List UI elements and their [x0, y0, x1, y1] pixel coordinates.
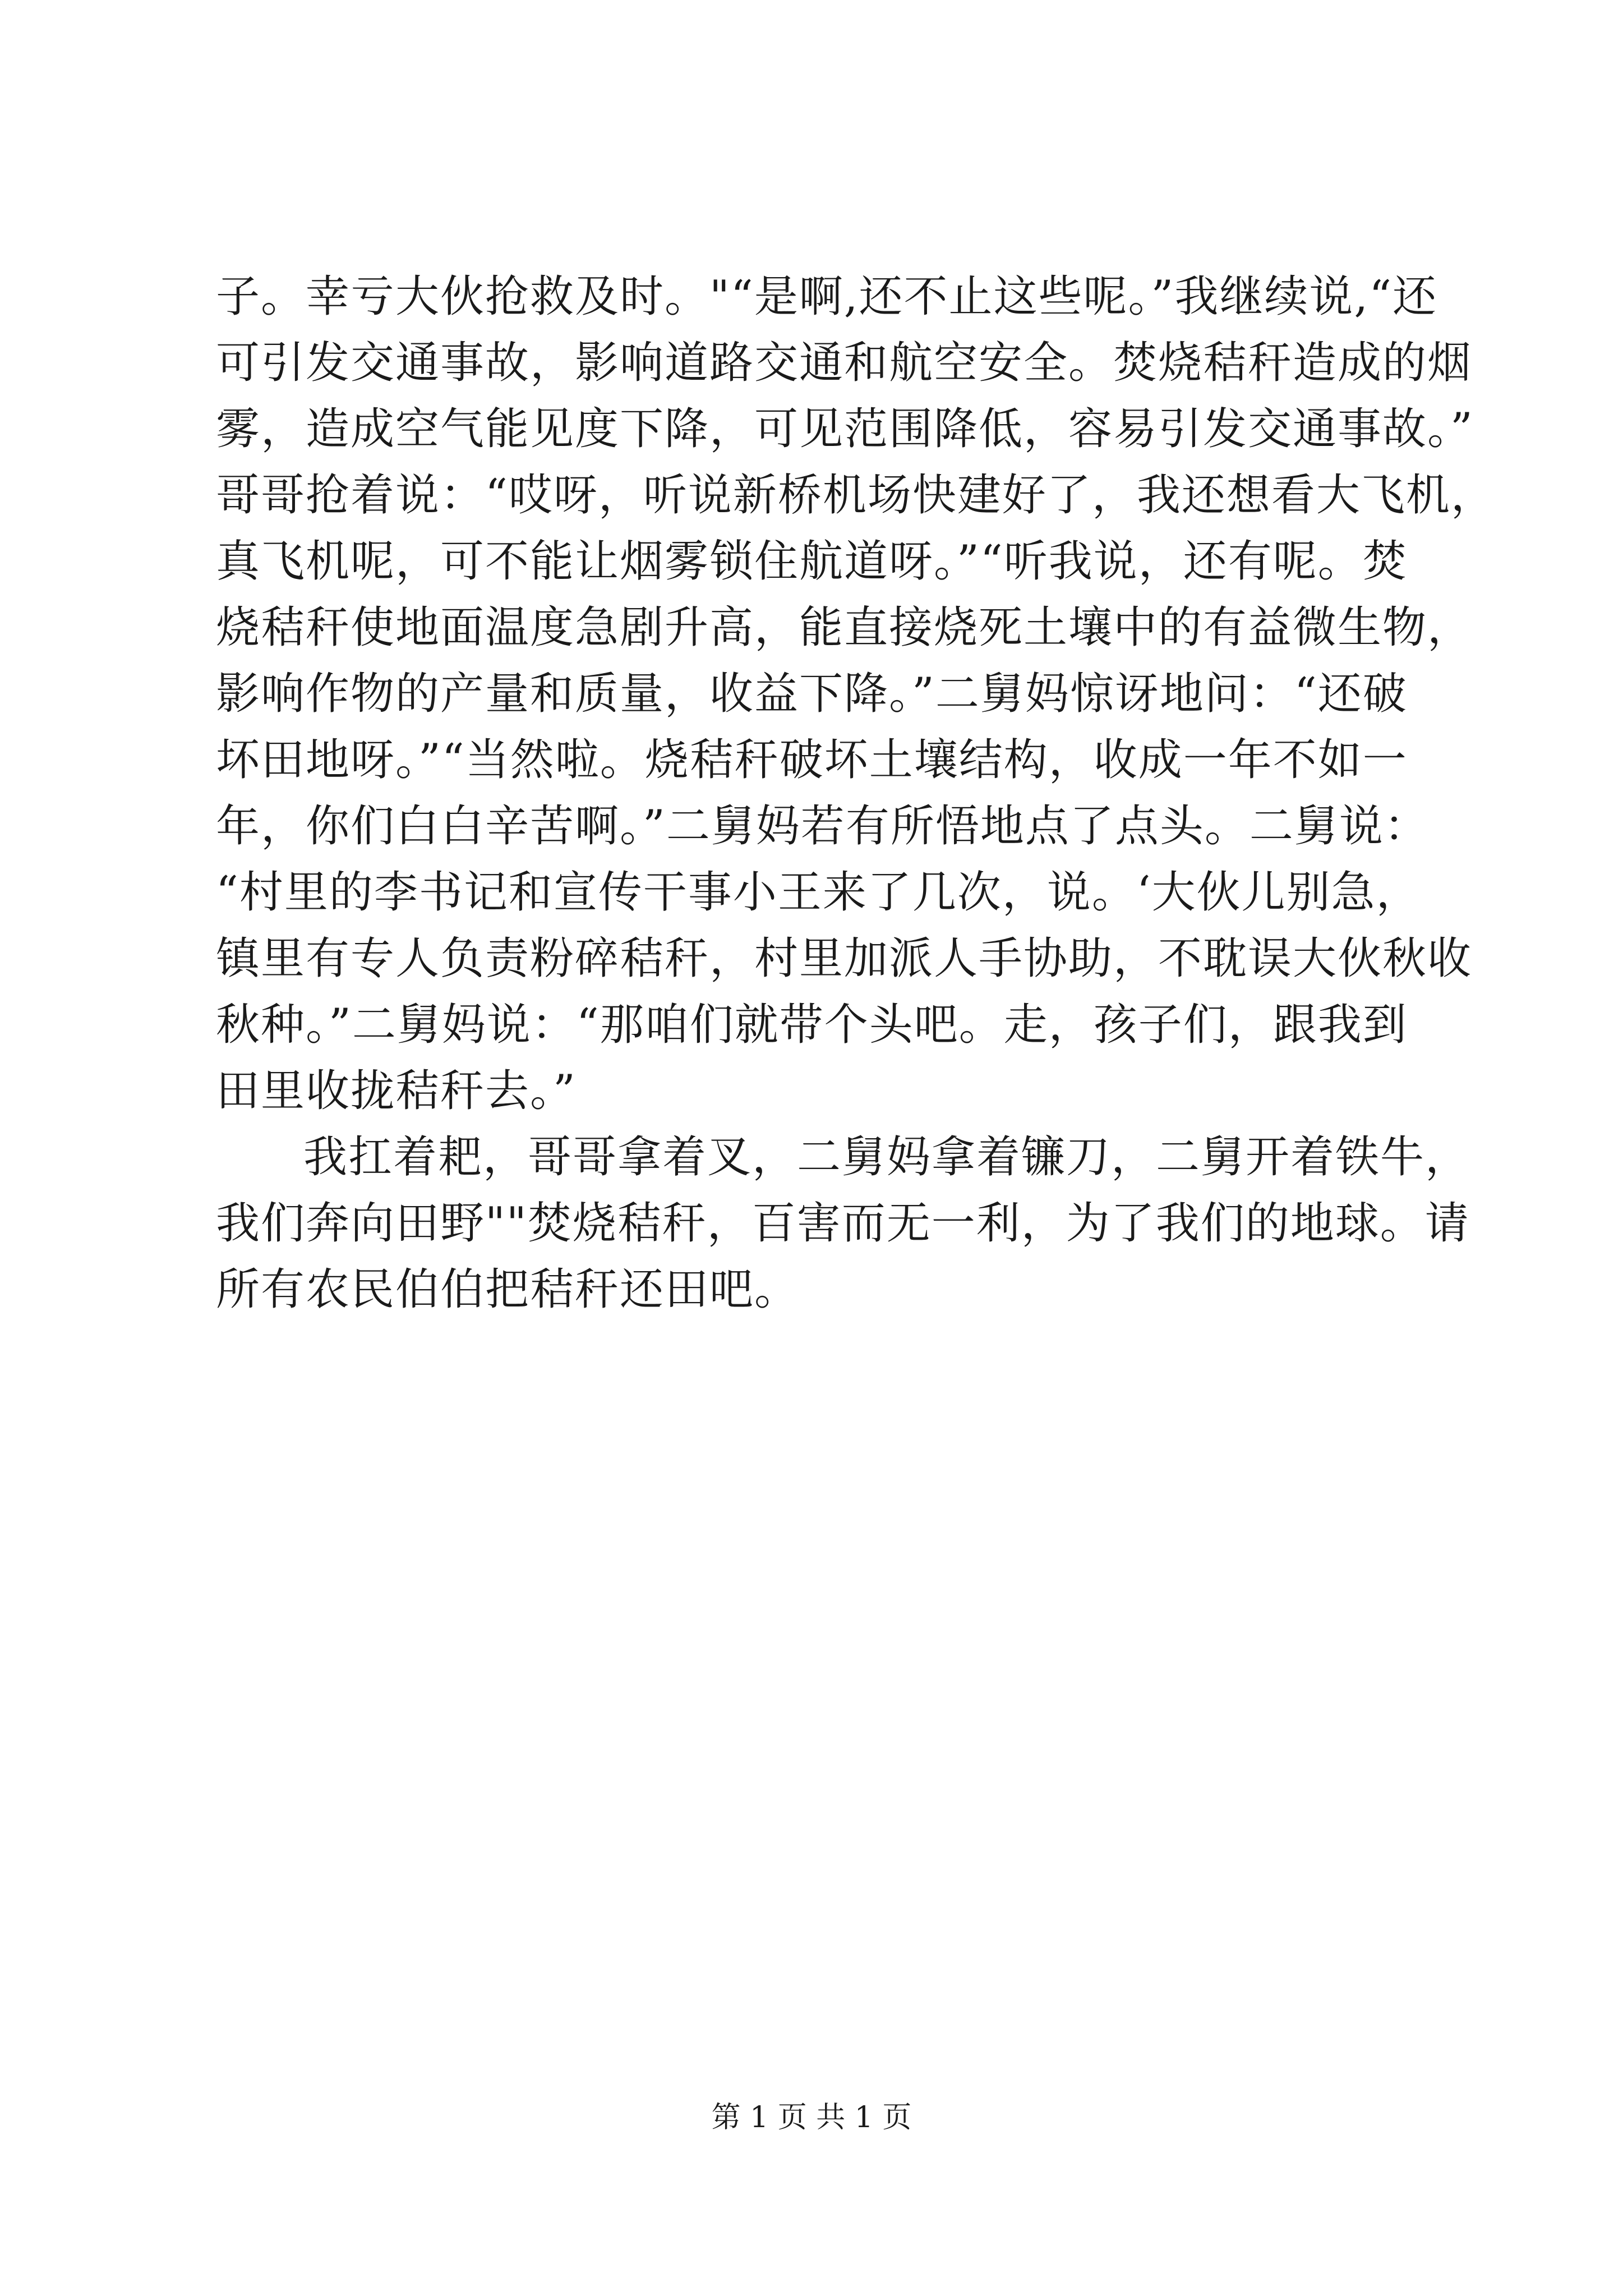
paragraph-1-line-10: “村里的李书记和宣传干事小王来了几次，说。‘大伙儿别急， [216, 867, 1421, 918]
paragraph-1-line-6: 烧秸秆使地面温度急剧升高，能直接烧死土壤中的有益微生物， [216, 602, 1473, 653]
paragraph-1-line-5: 真飞机呢，可不能让烟雾锁住航道呀。”“听我说，还有呢。焚 [216, 536, 1408, 587]
paragraph-1-line-4: 哥哥抢着说：“哎呀，听说新桥机场快建好了，我还想看大飞机， [216, 470, 1496, 521]
paragraph-1-line-13: 田里收拢秸秆去。” [216, 1066, 577, 1116]
paragraph-1-line-8: 坏田地呀。”“当然啦。烧秸秆破坏土壤结构，收成一年不如一 [216, 735, 1408, 785]
paragraph-1-line-3: 雾，造成空气能见度下降，可见范围降低，容易引发交通事故。” [216, 404, 1474, 454]
paragraph-1-line-11: 镇里有专人负责粉碎秸秆，村里加派人手协助，不耽误大伙秋收 [216, 933, 1473, 984]
paragraph-1-line-12: 秋种。”二舅妈说：“那咱们就带个头吧。走，孩子们，跟我到 [216, 1000, 1408, 1050]
page-number-label: 第 1 页 共 1 页 [711, 2101, 912, 2134]
paragraph-1-line-7: 影响作物的产量和质量，收益下降。”二舅妈惊讶地问：“还破 [216, 669, 1408, 719]
paragraph-1-line-9: 年，你们白白辛苦啊。”二舅妈若有所悟地点了点头。二舅说： [216, 801, 1429, 852]
paragraph-1-line-2: 可引发交通事故，影响道路交通和航空安全。焚烧秸秆造成的烟 [216, 338, 1473, 388]
page-footer [0, 2098, 1623, 2137]
paragraph-2-line-2: 我们奔向田野""焚烧秸秆，百害而无一利，为了我们的地球。请 [216, 1198, 1470, 1249]
paragraph-2-line-1: 我扛着耙，哥哥拿着叉，二舅妈拿着镰刀，二舅开着铁牛， [303, 1132, 1470, 1182]
paragraph-2-line-3: 所有农民伯伯把秸秆还田吧。 [216, 1264, 800, 1315]
paragraph-1-line-1: 子。幸亏大伙抢救及时。"“是啊,还不止这些呢。”我继续说,“还 [216, 272, 1438, 322]
document-body [216, 264, 1496, 1323]
